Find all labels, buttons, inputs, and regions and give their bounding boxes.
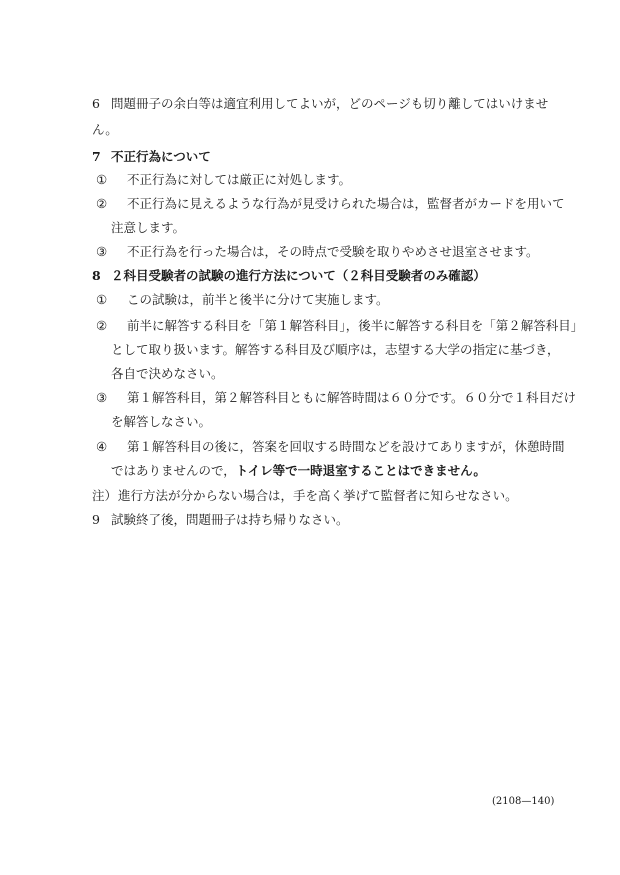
item-8-sub-2-mark: ② (96, 318, 108, 333)
item-8-sub-1-text: この試験は，前半と後半に分けて実施します。 (127, 292, 389, 307)
item-8-title: ２科目受験者の試験の進行方法について（２科目受験者のみ確認） (111, 268, 486, 283)
item-8-sub-1-mark: ① (96, 292, 108, 307)
item-8-sub-4-text-line2a: ではありませんので， (111, 463, 236, 478)
item-8-note-mark: 注） (92, 488, 118, 503)
item-8-sub-2-text-line3: 各自で決めなさい。 (111, 366, 224, 381)
item-8-sub-3-text: 第１解答科目，第２解答科目ともに解答時間は６０分です。６０分で１科目だけ (127, 390, 577, 405)
item-8-note-text: 進行方法が分からない場合は，手を高く挙げて監督者に知らせなさい。 (118, 488, 518, 503)
item-8-sub-2-text-line2: として取り扱います。解答する科目及び順序は，志望する大学の指定に基づき， (111, 342, 560, 357)
page-code: (2108—140) (492, 796, 555, 807)
item-7-sub-3-text: 不正行為を行った場合は，その時点で受験を取りやめさせ退室させます。 (127, 244, 539, 259)
item-7-sub-2-mark: ② (96, 196, 108, 211)
item-8-sub-4-mark: ④ (96, 439, 108, 454)
item-9-number: 9 (92, 512, 100, 527)
item-7-sub-1-mark: ① (96, 172, 108, 187)
item-6-text-line2: ん。 (92, 122, 118, 137)
item-8-sub-4-text-line2b: トイレ等で一時退室することはできません。 (235, 463, 486, 478)
item-8-sub-3-text-line2: を解答しなさい。 (111, 414, 212, 429)
item-9-text: 試験終了後，問題冊子は持ち帰りなさい。 (111, 512, 349, 527)
item-7-number: 7 (92, 149, 101, 164)
item-6-number: 6 (92, 96, 100, 111)
item-8-sub-3-mark: ③ (96, 390, 108, 405)
item-6-text-line1: 問題冊子の余白等は適宜利用してよいが，どのページも切り離してはいけませ (111, 96, 549, 111)
item-7-title: 不正行為について (111, 149, 211, 164)
item-7-sub-3-mark: ③ (96, 244, 108, 259)
item-8-sub-2-text: 前半に解答する科目を「第１解答科目」，後半に解答する科目を「第２解答科目」 (127, 318, 584, 333)
item-7-sub-2-text-line2: 注意します。 (111, 220, 186, 235)
item-7-sub-1-text: 不正行為に対しては厳正に対処します。 (127, 172, 352, 187)
item-8-number: 8 (92, 268, 101, 283)
item-8-sub-4-text: 第１解答科目の後に，答案を回収する時間などを設けてありますが，休憩時間 (127, 439, 565, 454)
item-7-sub-2-text: 不正行為に見えるような行為が見受けられた場合は，監督者がカードを用いて (127, 196, 565, 211)
